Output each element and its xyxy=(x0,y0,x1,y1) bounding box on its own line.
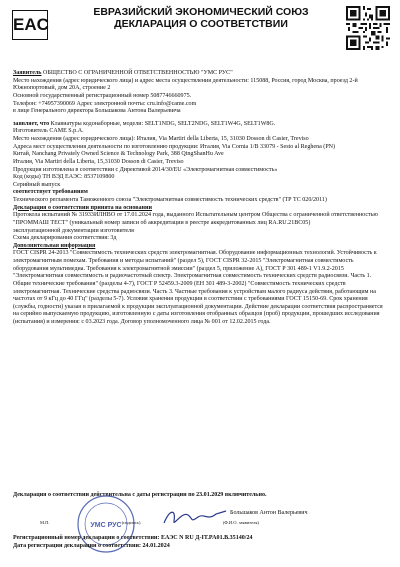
production-site: Адреса мест осуществления деятельности по изготовлению продукции: Италия, Via Cornia 1/B 33079 - Sesto al Reghena (PN) xyxy=(13,143,336,150)
additional-info-heading: Дополнительная информация xyxy=(13,242,96,249)
validity-line xyxy=(13,492,387,500)
additional-info-text: ГОСТ CISPR 24-2013 "Совместимость технических средств электромагнитная. Оборудование информационных технологий. Устойчивость к электромагнитным помехам. Требования и методы испытаний" (раздел 5), ГОСТ CISPR 32-2015 "Электромагнитная совместимость оборудования мультимедиа. Требования к электромагнитной эмиссии" (раздел 5, приложение А), ГОСТ Р 301 489-1 V1.9.2-2015 "Электромагнитная совместимость и радиочастотный спектр. Электромагнитная совместимость технических средств радиосвязи. Часть 1. Общие технические требования" (разделы 4-7), ГОСТ Р 52459.3-2009 (ЕН 301 489-3-2002) "Совместимость технических средств электромагнитная. Технические средства радиосвязи. Часть 3. Частные требования к устройствам малого радиуса действия, работающим на частотах от 9 кГц до 40 ГГц" (разделы 5-7). Условия хранения продукции в соответствии с требованиями ГОСТ 15150-69. Срок хранения (службы, годности) указан в прилагаемой к продукции эксплуатационной документации. Действие декларации соответствия распространяется на серийно выпускаемую продукцию, изготовленную с даты изготовления отобранных образцов (проб) продукции, прошедших исследования (испытания) и измерения: с 03.2023 года. Договор уполномоченного лица № 001 от 12.02.2015 года. xyxy=(13,250,383,325)
applicant-label: Заявитель xyxy=(13,70,42,76)
registration-date-label: Дата регистрации декларации о соответствии: xyxy=(13,542,142,549)
eac-logo: EAC xyxy=(12,10,48,40)
applicant-ogrn: Основной государственный регистрационный номер 5087746660975. xyxy=(13,92,192,99)
header-union-title: ЕВРАЗИЙСКИЙ ЭКОНОМИЧЕСКИЙ СОЮЗ xyxy=(93,6,309,18)
declares-line xyxy=(13,121,387,129)
requirements-heading: соответствует требованиям xyxy=(13,189,88,196)
hs-code: Код (коды) ТН ВЭД ЕАЭС: 8537109800 xyxy=(13,174,115,181)
applicant-name: ОБЩЕСТВО С ОГРАНИЧЕННОЙ ОТВЕТСТВЕННОСТЬЮ "УМС РУС" xyxy=(43,70,233,76)
production-directive: Продукция изготовлена в соответствии с Директивой 2014/30/EU «Электромагнитная совместимость» xyxy=(13,166,278,173)
header-declaration-title: ДЕКЛАРАЦИЯ О СООТВЕТСТВИИ xyxy=(114,18,288,30)
manufacturer: Изготовитель CAME S.p.A. xyxy=(13,128,84,135)
serial-production: Серийный выпуск xyxy=(13,181,61,188)
requirements-text: Технического регламента Таможенного союза "Электромагнитная совместимость технических средств" (ТР ТС 020/2011) xyxy=(13,197,327,203)
applicant-line xyxy=(13,70,387,78)
signature-captions xyxy=(40,520,370,526)
applicant-contacts: Телефон: +74957390069 Адрес электронной почты: cru.info@came.com xyxy=(13,100,197,107)
product-description: Клавиатуры кодонаборные, модели: SELT1NDG, SELT2NDG, SELT1W4G, SELT1W8G. xyxy=(50,120,276,127)
signature-caption: (подпись) xyxy=(121,520,141,525)
signer-name-block xyxy=(230,510,380,518)
validity-date: 23.01.2029 включительно. xyxy=(196,492,267,498)
manufacturer-location: Место нахождения (адрес юридического лица): Италия, Via Martiri della Liberta, 15, 31030 Dosson di Casier, Treviso xyxy=(13,136,309,142)
registration-block xyxy=(13,535,387,550)
stamp-mp-label: М.П. xyxy=(40,520,50,525)
production-site-china: Китай, Nanchang Privately Owned Science & Technology Park, 388 QingShanHu Ave xyxy=(13,151,224,158)
qr-code-icon xyxy=(346,6,390,50)
declaration-body xyxy=(13,70,387,327)
applicant-name-caption: (Ф.И.О. заявителя) xyxy=(222,520,259,525)
production-site-italy: Италия, Via Martiri della Liberta, 15,31030 Dosson di Casier, Treviso xyxy=(13,158,184,165)
signer-name: Большаков Антон Валерьевич xyxy=(230,510,308,516)
registration-number-label: Регистрационный номер декларации о соответствии: xyxy=(13,535,160,541)
basis-text: Протокола испытаний № 31933ИЛНВО от 17.01.2024 года, выданного Испытательным центром Общества с ограниченной ответственностью "ПРОММАШ ТЕСТ" (уникальный номер записи об аккредитации в реестре аккредитованных лиц RA.RU.21ВС05) xyxy=(13,212,378,226)
document-header xyxy=(60,6,342,30)
stamp-text: УМС РУС xyxy=(90,522,122,529)
basis-docs: эксплуатационной документации изготовителя xyxy=(13,227,134,234)
validity-text: Декларация о соответствии действительна с даты регистрации по xyxy=(13,492,195,498)
applicant-location: Место нахождения (адрес юридического лица) и адрес места осуществления деятельности: 115088, Россия, город Москва, проезд 2-й Южнопортовый, дом 20А, строение 2 xyxy=(13,77,358,92)
registration-date: 24.01.2024 xyxy=(142,542,170,549)
declares-label: заявляет, что xyxy=(13,120,50,127)
applicant-representative: в лице Генерального директора Большакова Антона Валерьевича xyxy=(13,108,181,115)
registration-number: ЕАЭС N RU Д-IT.PA01.B.35140/24 xyxy=(160,535,253,541)
basis-heading: Декларация о соответствии принята на основании xyxy=(13,204,152,211)
declaration-scheme: Схема декларирования соответствия: 3д xyxy=(13,235,117,242)
